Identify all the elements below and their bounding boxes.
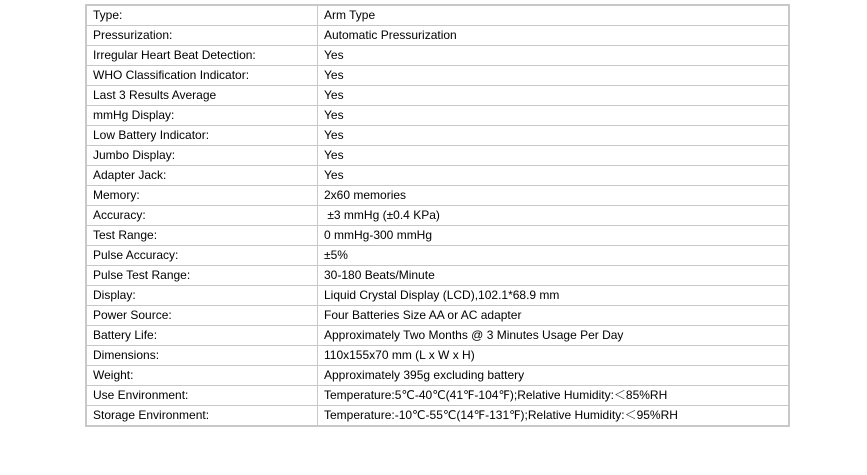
table-row [86, 246, 789, 266]
spec-label: Storage Environment: [86, 406, 318, 427]
spec-value: 0 mmHg-300 mmHg [318, 226, 790, 246]
spec-label: Dimensions: [86, 346, 318, 366]
spec-label: Jumbo Display: [86, 146, 318, 166]
spec-label: Type: [86, 5, 318, 26]
table-row [86, 206, 789, 226]
spec-value: 110x155x70 mm (L x W x H) [318, 346, 790, 366]
spec-value: Yes [318, 66, 790, 86]
table-row [86, 126, 789, 146]
table-row [86, 146, 789, 166]
spec-value: Four Batteries Size AA or AC adapter [318, 306, 790, 326]
spec-value: Yes [318, 86, 790, 106]
spec-label: Accuracy: [86, 206, 318, 226]
spec-label: Battery Life: [86, 326, 318, 346]
spec-label: Power Source: [86, 306, 318, 326]
spec-label: Pulse Test Range: [86, 266, 318, 286]
spec-value: Yes [318, 166, 790, 186]
spec-value: Yes [318, 106, 790, 126]
spec-label: Irregular Heart Beat Detection: [86, 46, 318, 66]
spec-label: Test Range: [86, 226, 318, 246]
spec-value: 2x60 memories [318, 186, 790, 206]
spec-label: WHO Classification Indicator: [86, 66, 318, 86]
spec-table-body [86, 5, 789, 426]
spec-value: Liquid Crystal Display (LCD),102.1*68.9 mm [318, 286, 790, 306]
spec-value: Temperature:-10℃-55℃(14℉-131℉);Relative Humidity:＜95%RH [318, 406, 790, 427]
spec-value: Automatic Pressurization [318, 26, 790, 46]
table-row [86, 46, 789, 66]
spec-label: Pulse Accuracy: [86, 246, 318, 266]
table-row [86, 286, 789, 306]
spec-value: Yes [318, 46, 790, 66]
table-row [86, 86, 789, 106]
table-row [86, 66, 789, 86]
spec-label: Low Battery Indicator: [86, 126, 318, 146]
table-row [86, 386, 789, 406]
table-row [86, 366, 789, 386]
table-row [86, 226, 789, 246]
spec-label: Pressurization: [86, 26, 318, 46]
spec-value: Approximately 395g excluding battery [318, 366, 790, 386]
spec-value: Approximately Two Months @ 3 Minutes Usage Per Day [318, 326, 790, 346]
spec-value: Yes [318, 146, 790, 166]
table-row [86, 166, 789, 186]
table-row [86, 266, 789, 286]
table-row [86, 5, 789, 26]
table-row [86, 406, 789, 427]
table-row [86, 326, 789, 346]
table-row [86, 306, 789, 326]
spec-label: Display: [86, 286, 318, 306]
spec-value: Yes [318, 126, 790, 146]
spec-value: 30-180 Beats/Minute [318, 266, 790, 286]
table-row [86, 346, 789, 366]
table-row [86, 26, 789, 46]
spec-label: Use Environment: [86, 386, 318, 406]
spec-value: Arm Type [318, 5, 790, 26]
table-row [86, 186, 789, 206]
spec-value: ±5% [318, 246, 790, 266]
spec-table [85, 4, 790, 427]
spec-value: Temperature:5℃-40℃(41℉-104℉);Relative Humidity:＜85%RH [318, 386, 790, 406]
spec-label: Memory: [86, 186, 318, 206]
spec-value: ±3 mmHg (±0.4 KPa) [318, 206, 790, 226]
table-row [86, 106, 789, 126]
spec-label: mmHg Display: [86, 106, 318, 126]
spec-label: Adapter Jack: [86, 166, 318, 186]
spec-label: Weight: [86, 366, 318, 386]
spec-label: Last 3 Results Average [86, 86, 318, 106]
